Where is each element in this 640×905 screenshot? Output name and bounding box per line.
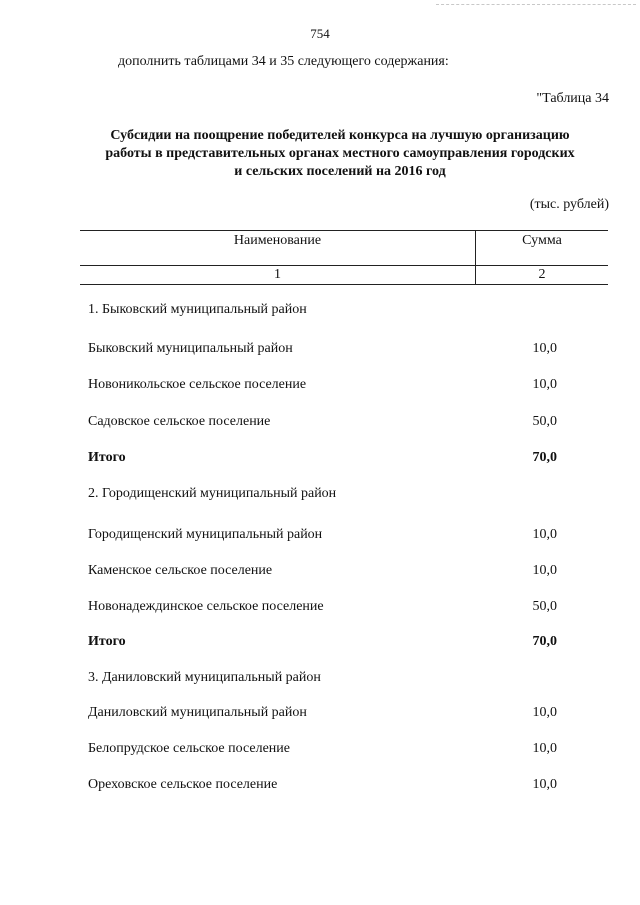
total-row-value: 70,0 [532, 634, 557, 649]
table-row-name: Даниловский муниципальный район [88, 705, 307, 720]
title-line: работы в представительных органах местного самоуправления городских [105, 146, 575, 161]
total-row-label: Итого [88, 450, 126, 465]
table-row-name: Городищенский муниципальный район [88, 527, 323, 542]
table-row-value: 10,0 [532, 563, 557, 578]
table-row-name: Новоникольское сельское поселение [88, 377, 307, 392]
table-row-value: 10,0 [532, 341, 557, 356]
page-number: 754 [310, 26, 330, 41]
table-row-name: Каменское сельское поселение [88, 563, 273, 578]
table-row-value: 10,0 [532, 777, 557, 792]
column-number-sum: 2 [538, 267, 546, 282]
table-row-value: 10,0 [532, 527, 557, 542]
column-header-sum: Сумма [522, 233, 562, 248]
table-label: "Таблица 34 [536, 91, 609, 106]
section-heading: 1. Быковский муниципальный район [88, 302, 307, 317]
table-row-name: Садовское сельское поселение [88, 414, 271, 429]
section-heading: 3. Даниловский муниципальный район [88, 670, 321, 685]
table-row-name: Новонадеждинское сельское поселение [88, 599, 324, 614]
table-row-value: 10,0 [532, 377, 557, 392]
header-top-rule [80, 230, 608, 231]
table-row-name: Быковский муниципальный район [88, 341, 293, 356]
units-label: (тыс. рублей) [529, 197, 609, 212]
header-middle-rule [80, 265, 608, 266]
table-row-value: 50,0 [532, 599, 557, 614]
title-line: и сельских поселений на 2016 год [234, 164, 446, 179]
table-row-value: 50,0 [532, 414, 557, 429]
table-row-name: Белопрудское сельское поселение [88, 741, 290, 756]
column-number-name: 1 [274, 267, 281, 282]
table-row-value: 10,0 [532, 741, 557, 756]
table-row-name: Ореховское сельское поселение [88, 777, 278, 792]
total-row-value: 70,0 [532, 450, 557, 465]
table-title [60, 127, 620, 181]
section-heading: 2. Городищенский муниципальный район [88, 486, 337, 501]
total-row-label: Итого [88, 634, 126, 649]
intro-text: дополнить таблицами 34 и 35 следующего содержания: [118, 54, 449, 69]
column-header-name: Наименование [233, 233, 322, 248]
table-row-value: 10,0 [532, 705, 557, 720]
header-bottom-rule [80, 284, 608, 285]
scan-artifact-line [436, 4, 636, 5]
title-line: Субсидии на поощрение победителей конкурса на лучшую организацию [110, 128, 570, 143]
